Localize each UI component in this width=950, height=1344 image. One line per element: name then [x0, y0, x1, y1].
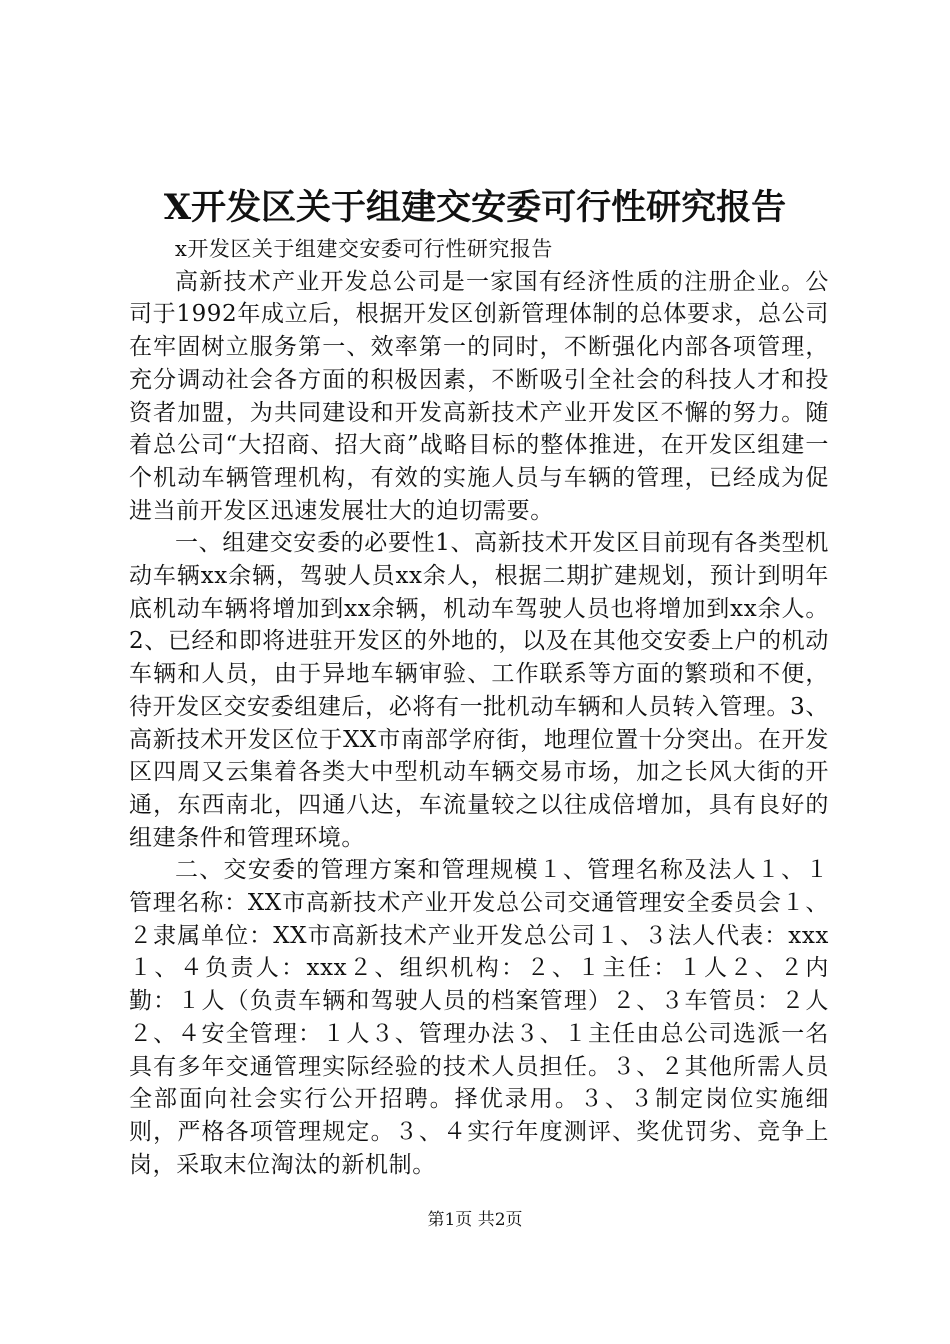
- paragraph-necessity: 一、组建交安委的必要性1、高新技术开发区目前现有各类型机动车辆xx余辆，驾驶人员xx余人，根据二期扩建规划，预计到明年底机动车辆将增加到xx余辆，机动车驾驶人员也将增加到xx余人。2、已经和即将进驻开发区的外地的，以及在其他交安委上户的机动车辆和人员，由于异地车辆审验、工作联系等方面的繁琐和不便，待开发区交安委组建后，必将有一批机动车辆和人员转入管理。3、高新技术开发区位于XX市南部学府街，地理位置十分突出。在开发区四周又云集着各类大中型机动车辆交易市场，加之长风大街的开通，东西南北，四通八达，车流量较之以往成倍增加，具有良好的组建条件和管理环境。: [129, 530, 829, 851]
- paragraph-management-plan: 二、交安委的管理方案和管理规模１、管理名称及法人１、１管理名称：XX市高新技术产业开发总公司交通管理安全委员会１、２隶属单位：XX市高新技术产业开发总公司１、３法人代表：xxx１、４负责人：xxx２、组织机构：２、１主任：１人２、２内勤：１人（负责车辆和驾驶人员的档案管理）２、３车管员：２人２、４安全管理：１人３、管理办法３、１主任由总公司选派一名具有多年交通管理实际经验的技术人员担任。３、２其他所需人员全部面向社会实行公开招聘。择优录用。３、３制定岗位实施细则，严格各项管理规定。３、４实行年度测评、奖优罚劣、竞争上岗，采取末位淘汰的新机制。: [129, 857, 829, 1178]
- page-footer: 第1页 共2页: [427, 1210, 523, 1230]
- document-body: [129, 233, 829, 1181]
- document-subtitle: x开发区关于组建交安委可行性研究报告: [175, 237, 553, 261]
- document-title: X开发区关于组建交安委可行性研究报告: [163, 187, 787, 228]
- paragraph-intro: 高新技术产业开发总公司是一家国有经济性质的注册企业。公司于1992年成立后，根据开发区创新管理体制的总体要求，总公司在牢固树立服务第一、效率第一的同时，不断强化内部各项管理，充分调动社会各方面的积极因素，不断吸引全社会的科技人才和投资者加盟，为共同建设和开发高新技术产业开发区不懈的努力。随着总公司“大招商、招大商”战略目标的整体推进，在开发区组建一个机动车辆管理机构，有效的实施人员与车辆的管理，已经成为促进当前开发区迅速发展壮大的迫切需要。: [129, 268, 829, 524]
